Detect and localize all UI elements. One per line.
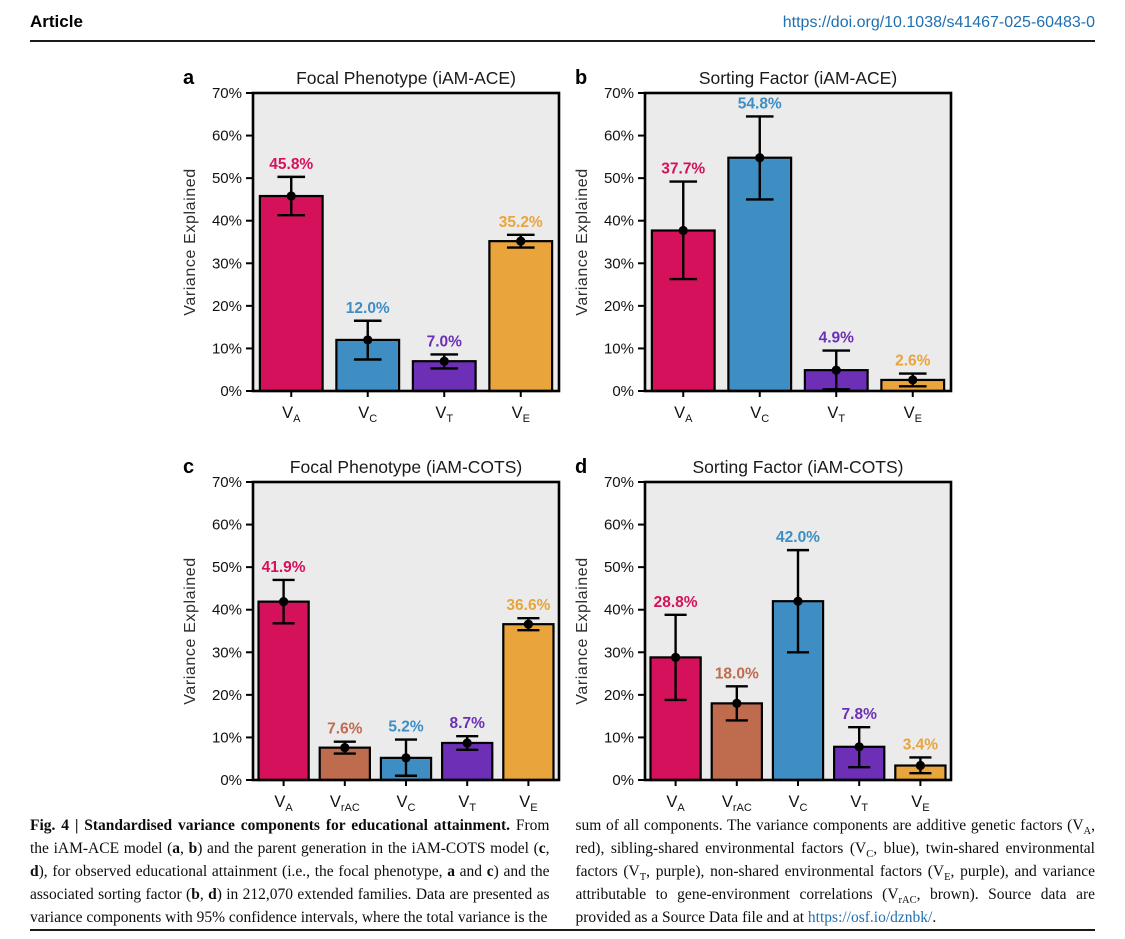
- y-tick-label: 20%: [603, 297, 634, 315]
- caption-text: sum of all components. The variance components are additive genetic factors (V: [575, 817, 1084, 834]
- y-tick-label: 30%: [211, 255, 242, 273]
- osf-link[interactable]: https://osf.io/dznbk/: [807, 909, 933, 926]
- article-type-label: Article: [30, 12, 83, 31]
- y-tick-label: 70%: [211, 474, 242, 491]
- caption-text: , purple), and variance attributable to gene-environment correlations (V: [575, 863, 1095, 903]
- y-tick-label: 40%: [603, 212, 634, 230]
- value-label: 35.2%: [498, 213, 543, 231]
- x-tick-label: $V_T$: [827, 404, 846, 425]
- caption-text: , red), sibling-shared environmental factors (V: [575, 817, 1095, 857]
- x-tick-label: $V_T$: [458, 793, 477, 814]
- value-label: 2.6%: [895, 352, 931, 370]
- y-tick-label: 40%: [211, 212, 242, 230]
- x-tick-label: $V_A$: [274, 793, 293, 814]
- caption-bold-text: Fig. 4 | Standardised variance components for educational attainment.: [30, 817, 510, 834]
- chart-title: Sorting Factor (iAM-ACE): [698, 68, 898, 88]
- x-tick-label: $V_E$: [511, 404, 530, 425]
- y-tick-label: 0%: [612, 772, 634, 789]
- y-tick-label: 30%: [211, 644, 242, 662]
- x-tick-label: $V_A$: [674, 404, 693, 425]
- caption-text: .: [932, 909, 937, 926]
- x-tick-label: $V_T$: [435, 404, 454, 425]
- panel-b-chart: [567, 60, 957, 428]
- caption-text: ,: [180, 840, 189, 857]
- point-estimate-marker: [755, 153, 764, 162]
- y-tick-label: 30%: [603, 255, 634, 273]
- x-tick-label: $V_A$: [282, 404, 301, 425]
- y-tick-label: 30%: [603, 644, 634, 662]
- value-label: 5.2%: [388, 718, 424, 736]
- caption-text: , purple), non-shared environmental factors (V: [646, 863, 945, 880]
- doi-link[interactable]: https://doi.org/10.1038/s41467-025-60483-0: [782, 14, 1095, 31]
- point-estimate-marker: [363, 335, 372, 344]
- y-tick-label: 60%: [211, 516, 242, 534]
- caption-col-right: [576, 814, 1096, 929]
- caption-text: From the iAM-ACE model (: [30, 817, 550, 857]
- caption-subscript: E: [944, 872, 951, 884]
- x-tick-label: $V_C$: [788, 793, 808, 814]
- caption-bold-text: c: [538, 840, 546, 857]
- bar: [489, 241, 552, 391]
- caption-text: ,: [545, 840, 550, 857]
- y-tick-label: 50%: [603, 559, 634, 577]
- point-estimate-marker: [908, 375, 917, 384]
- panel-d-chart: [567, 449, 957, 817]
- caption-subscript: T: [639, 872, 647, 884]
- bar: [503, 624, 553, 780]
- x-tick-label: $V_E$: [903, 404, 922, 425]
- value-label: 12.0%: [345, 299, 390, 317]
- footer-rule: [30, 929, 1095, 931]
- point-estimate-marker: [793, 597, 802, 606]
- y-tick-label: 50%: [211, 559, 242, 577]
- y-tick-label: 60%: [603, 127, 634, 145]
- chart-title: Focal Phenotype (iAM-ACE): [296, 68, 516, 88]
- value-label: 4.9%: [818, 329, 854, 347]
- caption-text: ) and the parent generation in the iAM-COTS model (: [197, 840, 539, 857]
- caption-text: , blue), twin-shared environmental factors (V: [575, 840, 1095, 880]
- x-tick-label: $V_C$: [358, 404, 378, 425]
- panel-a-chart: [175, 60, 565, 428]
- value-label: 3.4%: [902, 736, 939, 754]
- y-tick-label: 0%: [612, 383, 634, 400]
- panel-c-chart: [175, 449, 565, 817]
- value-label: 54.8%: [737, 95, 782, 113]
- value-label: 36.6%: [506, 597, 551, 615]
- y-tick-label: 10%: [211, 729, 242, 747]
- caption-col-left: [30, 814, 550, 929]
- caption-bold-text: b: [188, 840, 198, 857]
- panel-letter: a: [183, 67, 195, 89]
- bar: [259, 602, 309, 780]
- point-estimate-marker: [679, 226, 688, 235]
- value-label: 7.6%: [327, 720, 363, 738]
- y-tick-label: 20%: [603, 686, 634, 704]
- x-tick-label: $V_C$: [396, 793, 416, 814]
- caption-bold-text: d: [30, 863, 39, 880]
- chart-title: Sorting Factor (iAM-COTS): [692, 457, 904, 477]
- point-estimate-marker: [516, 237, 525, 246]
- y-tick-label: 0%: [220, 383, 242, 400]
- point-estimate-marker: [287, 191, 296, 200]
- panel-letter: c: [183, 456, 195, 478]
- y-tick-label: 10%: [211, 340, 242, 358]
- y-tick-label: 20%: [211, 297, 242, 315]
- point-estimate-marker: [340, 743, 349, 752]
- caption-bold-text: d: [208, 886, 217, 903]
- caption-text: and: [454, 863, 487, 880]
- header-rule: [30, 40, 1095, 42]
- y-tick-label: 60%: [603, 516, 634, 534]
- y-tick-label: 10%: [603, 340, 634, 358]
- y-tick-label: 50%: [211, 170, 242, 188]
- y-tick-label: 70%: [603, 85, 634, 102]
- caption-subscript: rAC: [898, 895, 917, 907]
- y-tick-label: 40%: [211, 601, 242, 619]
- y-tick-label: 60%: [211, 127, 242, 145]
- caption-text: ) and the associated sorting factor (: [30, 863, 550, 903]
- value-label: 45.8%: [269, 155, 314, 173]
- point-estimate-marker: [463, 738, 472, 747]
- bar: [260, 196, 323, 391]
- panel-letter: b: [575, 67, 588, 89]
- x-tick-label: $V_{rAC}$: [329, 793, 360, 814]
- chart-title: Focal Phenotype (iAM-COTS): [289, 457, 523, 477]
- value-label: 8.7%: [449, 715, 485, 733]
- point-estimate-marker: [440, 357, 449, 366]
- value-label: 28.8%: [653, 593, 698, 611]
- y-axis-label: Variance Explained: [574, 557, 591, 705]
- caption-text: , brown). Source data are provided as a Source Data file and at: [575, 886, 1095, 926]
- point-estimate-marker: [524, 620, 533, 629]
- x-tick-label: $V_E$: [519, 793, 538, 814]
- value-label: 7.8%: [841, 706, 877, 724]
- caption-text: ) in 212,070 extended families. Data are presented as variance components with 95% confidence intervals, where the total variance is the: [30, 886, 550, 926]
- value-label: 7.0%: [426, 333, 462, 351]
- figure-caption: [30, 814, 1095, 929]
- y-tick-label: 70%: [211, 85, 242, 102]
- caption-subscript: C: [866, 849, 874, 861]
- y-tick-label: 40%: [603, 601, 634, 619]
- caption-text: ,: [199, 886, 209, 903]
- x-tick-label: $V_A$: [666, 793, 685, 814]
- point-estimate-marker: [832, 366, 841, 375]
- point-estimate-marker: [916, 761, 925, 770]
- value-label: 41.9%: [261, 558, 306, 576]
- x-tick-label: $V_{rAC}$: [721, 793, 752, 814]
- point-estimate-marker: [401, 753, 410, 762]
- y-tick-label: 20%: [211, 686, 242, 704]
- value-label: 37.7%: [661, 160, 706, 178]
- y-axis-label: Variance Explained: [574, 168, 591, 316]
- y-tick-label: 0%: [220, 772, 242, 789]
- page-header: [30, 0, 1095, 38]
- caption-bold-text: b: [191, 886, 200, 903]
- caption-subscript: A: [1083, 826, 1092, 838]
- value-label: 18.0%: [714, 665, 759, 683]
- y-tick-label: 10%: [603, 729, 634, 747]
- caption-text: ), for observed educational attainment (i.e., the focal phenotype,: [38, 863, 448, 880]
- y-tick-label: 70%: [603, 474, 634, 491]
- point-estimate-marker: [732, 699, 741, 708]
- x-tick-label: $V_C$: [750, 404, 770, 425]
- value-label: 42.0%: [776, 529, 820, 547]
- caption-bold-text: a: [172, 840, 181, 857]
- caption-bold-text: a: [447, 863, 455, 880]
- caption-bold-text: c: [486, 863, 494, 880]
- point-estimate-marker: [671, 653, 680, 662]
- point-estimate-marker: [855, 742, 864, 751]
- x-tick-label: $V_E$: [911, 793, 930, 814]
- y-tick-label: 50%: [603, 170, 634, 188]
- y-axis-label: Variance Explained: [182, 168, 199, 316]
- point-estimate-marker: [279, 597, 288, 606]
- x-tick-label: $V_T$: [850, 793, 869, 814]
- y-axis-label: Variance Explained: [182, 557, 199, 705]
- panel-letter: d: [575, 456, 588, 478]
